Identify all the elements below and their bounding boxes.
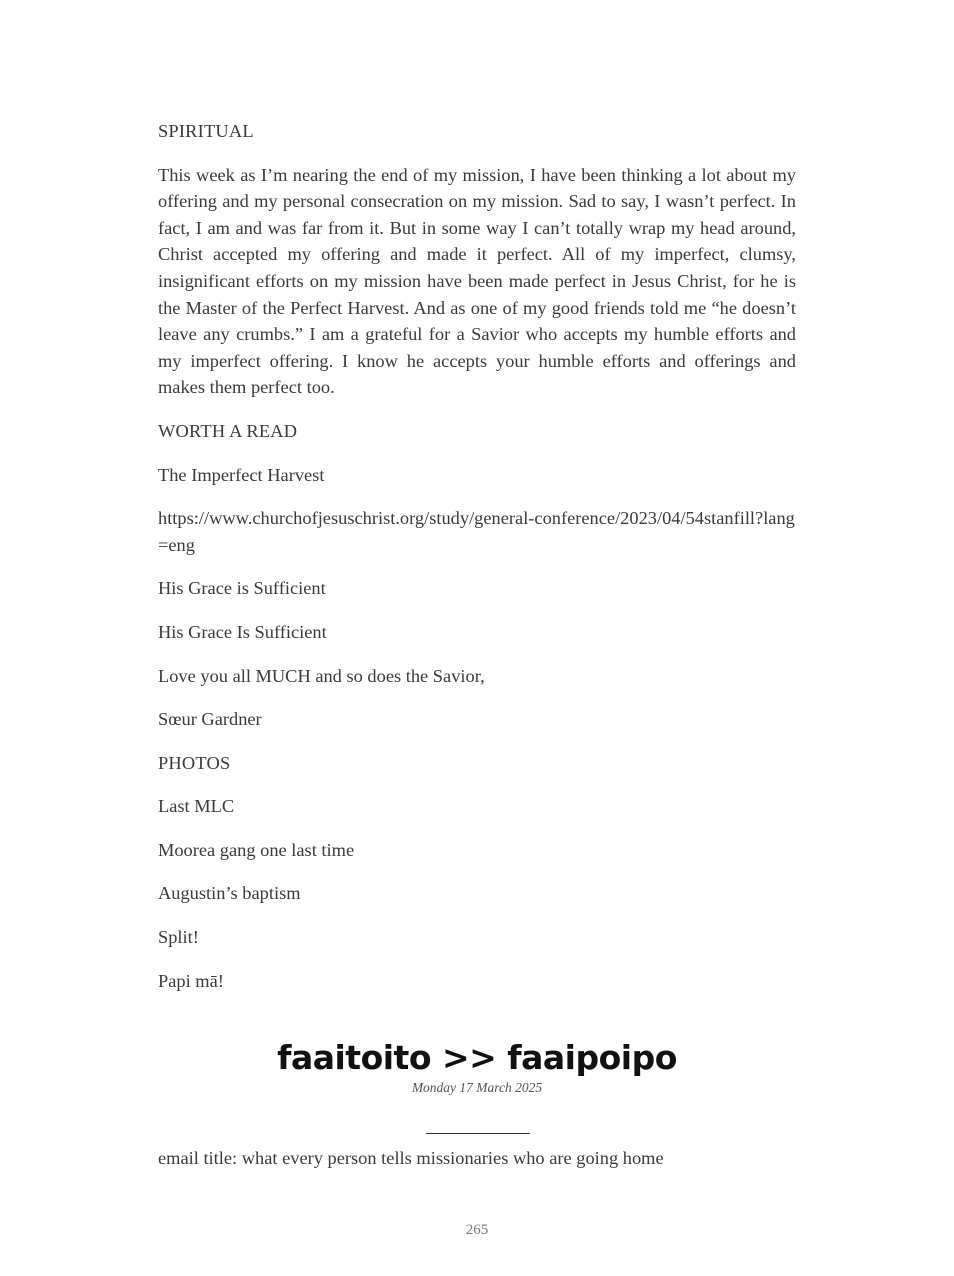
photo-caption: Split!: [158, 927, 199, 948]
post-title: faaitoito >> faaipoipo: [277, 1038, 677, 1077]
closing-line: Love you all MUCH and so does the Savior,: [158, 665, 485, 686]
photo-caption: Augustin’s baptism: [158, 883, 301, 904]
signature: Sœur Gardner: [158, 709, 262, 730]
worth-a-read-title-2: His Grace is Sufficient: [158, 578, 326, 599]
photo-caption: Last MLC: [158, 796, 235, 817]
section-heading-photos: PHOTOS: [158, 752, 231, 773]
photo-caption: Moorea gang one last time: [158, 839, 355, 860]
document-body: [158, 118, 796, 1011]
worth-a-read-title-3: His Grace Is Sufficient: [158, 621, 327, 642]
section-heading-worth-a-read: WORTH A READ: [158, 420, 298, 441]
spiritual-paragraph: This week as I’m nearing the end of my mission, I have been thinking a lot about my offering and my personal consecration on my mission. Sad to say, I wasn’t perfect. In fact, I am and was far from it. But in some way I can’t totally wrap my head around, Christ accepted my offering and made it perfect. All of my imperfect, clumsy, insignificant efforts on my mission have been made perfect in Jesus Christ, for he is the Master of the Perfect Harvest. And as one of my good friends told me “he doesn’t leave any crumbs.” I am a grateful for a Savior who accepts my humble efforts and my imperfect offering. I know he accepts your humble efforts and offerings and makes them perfect too.: [158, 164, 796, 398]
worth-a-read-link[interactable]: https://www.churchofjesuschrist.org/study/general-conference/2023/04/54stanfill?lang=eng: [158, 508, 795, 555]
page-number: 265: [465, 1222, 489, 1238]
title-separator: [426, 1133, 530, 1134]
photo-caption: Papi mā!: [158, 970, 224, 991]
section-heading-spiritual: SPIRITUAL: [158, 121, 254, 141]
post-date: Monday 17 March 2025: [411, 1080, 543, 1095]
email-title: email title: what every person tells missionaries who are going home: [158, 1148, 664, 1168]
worth-a-read-title-1: The Imperfect Harvest: [158, 464, 325, 485]
